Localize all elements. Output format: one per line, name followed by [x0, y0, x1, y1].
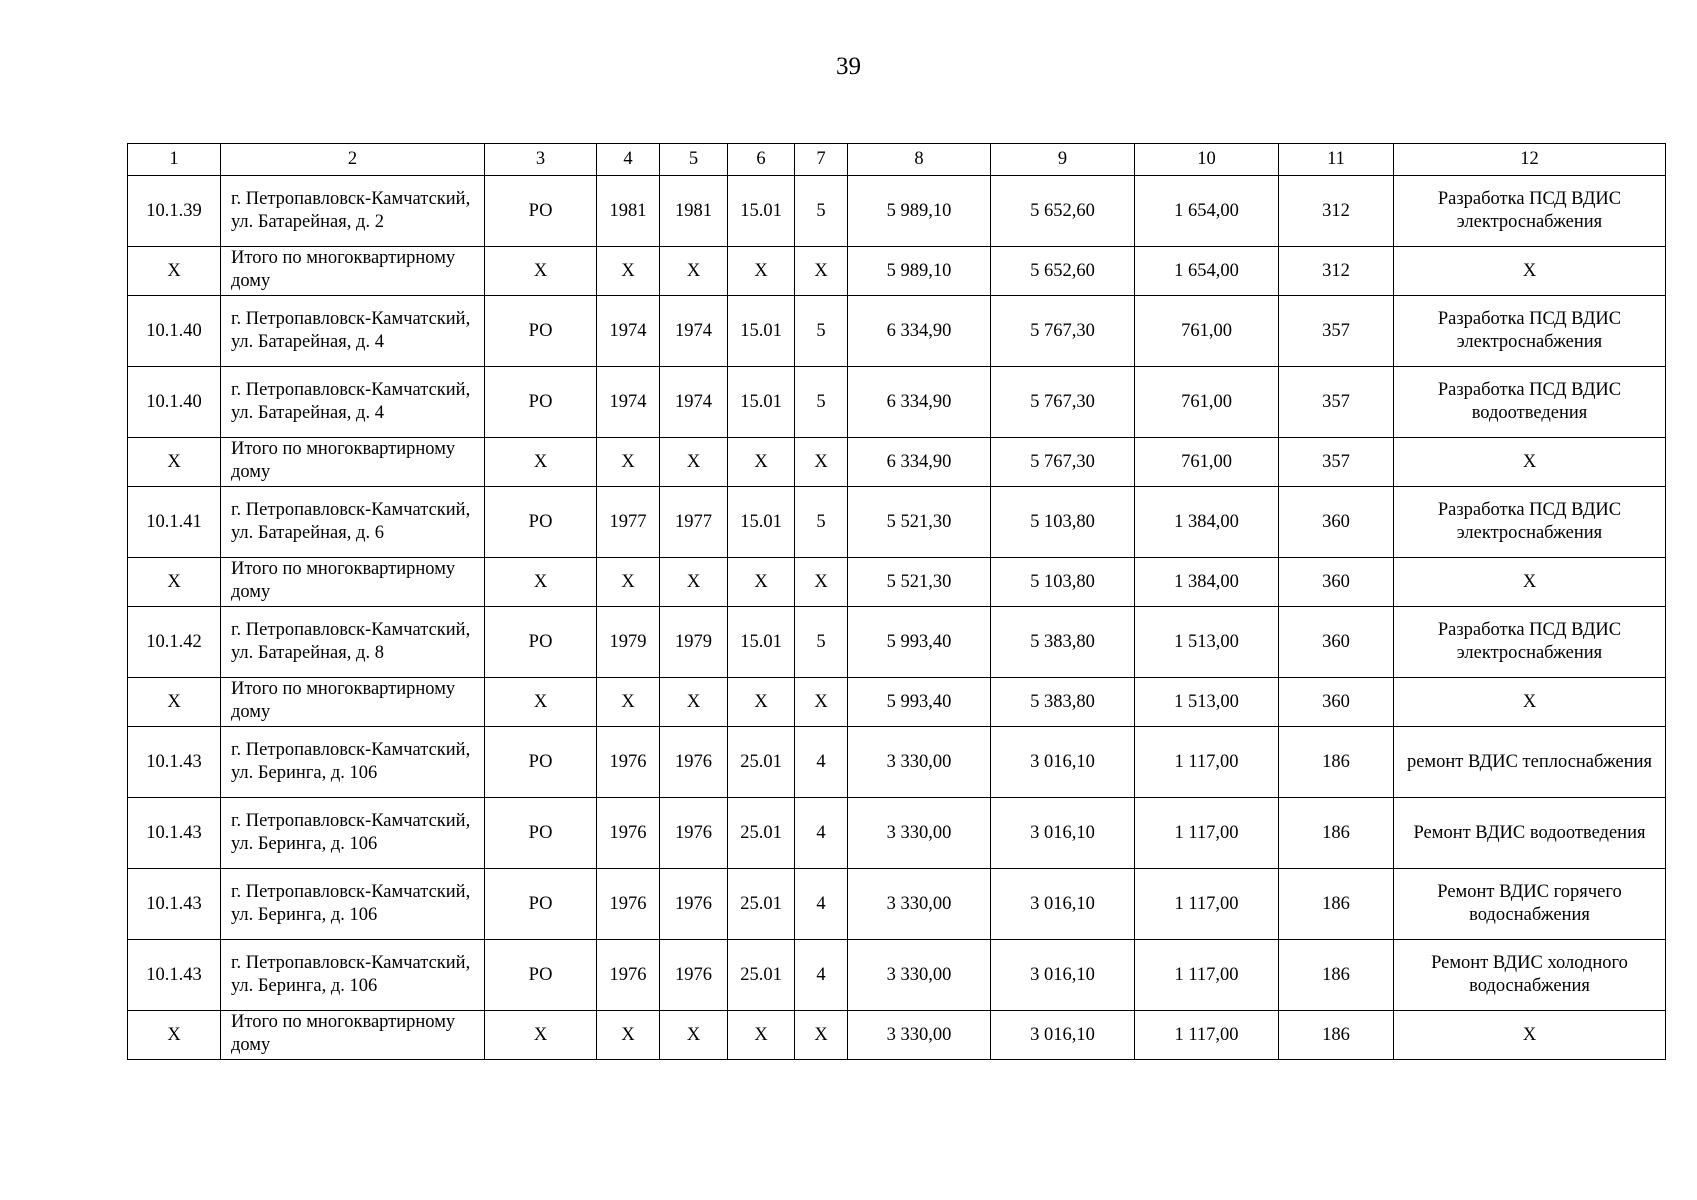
column-header: 10 [1135, 144, 1279, 176]
residential-area-cell: 5 767,30 [991, 367, 1135, 438]
nonresidential-area-cell: 1 384,00 [1135, 558, 1279, 607]
floors-cell: 5 [795, 607, 848, 678]
item-number-cell: X [128, 678, 221, 727]
year-commissioned-cell: X [660, 438, 728, 487]
nonresidential-area-cell: 1 384,00 [1135, 487, 1279, 558]
floors-cell: X [795, 438, 848, 487]
column-header: 5 [660, 144, 728, 176]
wall-material-cell: 15.01 [728, 296, 795, 367]
work-type-cell: Разработка ПСД ВДИС электроснабжения [1394, 296, 1666, 367]
residential-area-cell: 3 016,10 [991, 869, 1135, 940]
item-number-cell: 10.1.39 [128, 176, 221, 247]
floors-cell: 4 [795, 940, 848, 1011]
work-type-cell: Разработка ПСД ВДИС водоотведения [1394, 367, 1666, 438]
year-commissioned-cell: 1976 [660, 727, 728, 798]
ownership-cell: РО [485, 487, 597, 558]
wall-material-cell: 15.01 [728, 607, 795, 678]
year-commissioned-cell: 1981 [660, 176, 728, 247]
floors-cell: 5 [795, 296, 848, 367]
column-header: 4 [597, 144, 660, 176]
total-area-cell: 5 993,40 [848, 607, 991, 678]
address-cell: Итого по многоквартирному дому [221, 678, 485, 727]
table-row [128, 607, 1666, 678]
total-area-cell: 6 334,90 [848, 296, 991, 367]
work-type-cell: Ремонт ВДИС горячего водоснабжения [1394, 869, 1666, 940]
item-number-cell: 10.1.43 [128, 940, 221, 1011]
address-cell: г. Петропавловск-Камчатский, ул. Батарейная, д. 4 [221, 367, 485, 438]
floors-cell: 4 [795, 869, 848, 940]
total-area-cell: 3 330,00 [848, 940, 991, 1011]
table-row [128, 367, 1666, 438]
item-number-cell: 10.1.43 [128, 869, 221, 940]
floors-cell: X [795, 247, 848, 296]
address-cell: г. Петропавловск-Камчатский, ул. Беринга, д. 106 [221, 869, 485, 940]
floors-cell: X [795, 678, 848, 727]
nonresidential-area-cell: 761,00 [1135, 367, 1279, 438]
wall-material-cell: X [728, 678, 795, 727]
total-area-cell: 5 521,30 [848, 487, 991, 558]
page-number: 39 [836, 53, 861, 80]
work-type-cell: ремонт ВДИС теплоснабжения [1394, 727, 1666, 798]
item-number-cell: X [128, 1011, 221, 1060]
year-built-cell: 1981 [597, 176, 660, 247]
item-number-cell: 10.1.43 [128, 727, 221, 798]
residential-area-cell: 3 016,10 [991, 798, 1135, 869]
residential-area-cell: 3 016,10 [991, 1011, 1135, 1060]
year-commissioned-cell: X [660, 247, 728, 296]
year-built-cell: X [597, 1011, 660, 1060]
table-row [128, 727, 1666, 798]
year-commissioned-cell: X [660, 678, 728, 727]
wall-material-cell: 25.01 [728, 727, 795, 798]
item-number-cell: 10.1.40 [128, 367, 221, 438]
wall-material-cell: 15.01 [728, 176, 795, 247]
nonresidential-area-cell: 1 117,00 [1135, 940, 1279, 1011]
column-header: 7 [795, 144, 848, 176]
total-area-cell: 5 989,10 [848, 247, 991, 296]
wall-material-cell: X [728, 558, 795, 607]
residential-area-cell: 5 767,30 [991, 438, 1135, 487]
column-header: 6 [728, 144, 795, 176]
nonresidential-area-cell: 1 654,00 [1135, 176, 1279, 247]
work-type-cell: X [1394, 1011, 1666, 1060]
wall-material-cell: 25.01 [728, 940, 795, 1011]
year-built-cell: 1976 [597, 727, 660, 798]
year-commissioned-cell: X [660, 1011, 728, 1060]
table-row [128, 940, 1666, 1011]
work-type-cell: X [1394, 558, 1666, 607]
work-type-cell: Разработка ПСД ВДИС электроснабжения [1394, 607, 1666, 678]
total-row [128, 558, 1666, 607]
wall-material-cell: X [728, 1011, 795, 1060]
residents-cell: 357 [1279, 296, 1394, 367]
wall-material-cell: 25.01 [728, 869, 795, 940]
residential-area-cell: 5 652,60 [991, 247, 1135, 296]
ownership-cell: X [485, 438, 597, 487]
item-number-cell: X [128, 558, 221, 607]
year-commissioned-cell: 1974 [660, 296, 728, 367]
item-number-cell: 10.1.41 [128, 487, 221, 558]
floors-cell: X [795, 1011, 848, 1060]
address-cell: г. Петропавловск-Камчатский, ул. Батарейная, д. 6 [221, 487, 485, 558]
year-commissioned-cell: 1974 [660, 367, 728, 438]
year-built-cell: X [597, 678, 660, 727]
year-commissioned-cell: 1976 [660, 940, 728, 1011]
year-commissioned-cell: 1979 [660, 607, 728, 678]
total-row [128, 438, 1666, 487]
total-area-cell: 6 334,90 [848, 438, 991, 487]
year-commissioned-cell: 1976 [660, 798, 728, 869]
year-built-cell: 1976 [597, 798, 660, 869]
item-number-cell: 10.1.43 [128, 798, 221, 869]
column-header: 8 [848, 144, 991, 176]
year-built-cell: 1974 [597, 296, 660, 367]
nonresidential-area-cell: 1 654,00 [1135, 247, 1279, 296]
data-table [127, 143, 1666, 1060]
residential-area-cell: 5 652,60 [991, 176, 1135, 247]
floors-cell: 5 [795, 176, 848, 247]
column-header: 9 [991, 144, 1135, 176]
floors-cell: 4 [795, 727, 848, 798]
residents-cell: 186 [1279, 798, 1394, 869]
total-row [128, 1011, 1666, 1060]
table-row [128, 487, 1666, 558]
column-header: 11 [1279, 144, 1394, 176]
address-cell: Итого по многоквартирному дому [221, 438, 485, 487]
item-number-cell: X [128, 438, 221, 487]
year-commissioned-cell: 1976 [660, 869, 728, 940]
residential-area-cell: 3 016,10 [991, 727, 1135, 798]
ownership-cell: РО [485, 727, 597, 798]
table-row [128, 798, 1666, 869]
residents-cell: 360 [1279, 607, 1394, 678]
table-row [128, 296, 1666, 367]
residents-cell: 186 [1279, 1011, 1394, 1060]
year-built-cell: 1976 [597, 940, 660, 1011]
ownership-cell: X [485, 678, 597, 727]
residential-area-cell: 5 383,80 [991, 607, 1135, 678]
total-area-cell: 5 521,30 [848, 558, 991, 607]
residents-cell: 186 [1279, 727, 1394, 798]
wall-material-cell: 15.01 [728, 367, 795, 438]
total-area-cell: 3 330,00 [848, 1011, 991, 1060]
year-commissioned-cell: X [660, 558, 728, 607]
total-row [128, 678, 1666, 727]
floors-cell: 5 [795, 367, 848, 438]
ownership-cell: РО [485, 607, 597, 678]
header-row [128, 144, 1666, 176]
year-built-cell: 1974 [597, 367, 660, 438]
residents-cell: 360 [1279, 678, 1394, 727]
address-cell: Итого по многоквартирному дому [221, 558, 485, 607]
column-header: 12 [1394, 144, 1666, 176]
year-built-cell: X [597, 247, 660, 296]
residents-cell: 360 [1279, 487, 1394, 558]
floors-cell: 5 [795, 487, 848, 558]
work-type-cell: Разработка ПСД ВДИС электроснабжения [1394, 487, 1666, 558]
column-header: 1 [128, 144, 221, 176]
total-area-cell: 3 330,00 [848, 798, 991, 869]
work-type-cell: Ремонт ВДИС холодного водоснабжения [1394, 940, 1666, 1011]
table-row [128, 176, 1666, 247]
ownership-cell: РО [485, 798, 597, 869]
nonresidential-area-cell: 1 117,00 [1135, 798, 1279, 869]
residents-cell: 186 [1279, 940, 1394, 1011]
work-type-cell: X [1394, 247, 1666, 296]
year-built-cell: X [597, 558, 660, 607]
ownership-cell: РО [485, 869, 597, 940]
wall-material-cell: X [728, 247, 795, 296]
total-area-cell: 6 334,90 [848, 367, 991, 438]
residents-cell: 312 [1279, 176, 1394, 247]
residents-cell: 312 [1279, 247, 1394, 296]
year-built-cell: 1979 [597, 607, 660, 678]
wall-material-cell: X [728, 438, 795, 487]
wall-material-cell: 25.01 [728, 798, 795, 869]
residential-area-cell: 5 103,80 [991, 487, 1135, 558]
work-type-cell: X [1394, 678, 1666, 727]
ownership-cell: РО [485, 296, 597, 367]
nonresidential-area-cell: 1 117,00 [1135, 869, 1279, 940]
address-cell: Итого по многоквартирному дому [221, 247, 485, 296]
address-cell: г. Петропавловск-Камчатский, ул. Беринга, д. 106 [221, 727, 485, 798]
total-area-cell: 3 330,00 [848, 727, 991, 798]
nonresidential-area-cell: 1 513,00 [1135, 678, 1279, 727]
floors-cell: 4 [795, 798, 848, 869]
address-cell: г. Петропавловск-Камчатский, ул. Батарейная, д. 4 [221, 296, 485, 367]
total-row [128, 247, 1666, 296]
table-row [128, 869, 1666, 940]
total-area-cell: 5 993,40 [848, 678, 991, 727]
residential-area-cell: 3 016,10 [991, 940, 1135, 1011]
residents-cell: 360 [1279, 558, 1394, 607]
floors-cell: X [795, 558, 848, 607]
column-header: 3 [485, 144, 597, 176]
work-type-cell: Разработка ПСД ВДИС электроснабжения [1394, 176, 1666, 247]
wall-material-cell: 15.01 [728, 487, 795, 558]
nonresidential-area-cell: 761,00 [1135, 296, 1279, 367]
column-header: 2 [221, 144, 485, 176]
residential-area-cell: 5 103,80 [991, 558, 1135, 607]
ownership-cell: РО [485, 176, 597, 247]
ownership-cell: X [485, 1011, 597, 1060]
total-area-cell: 5 989,10 [848, 176, 991, 247]
item-number-cell: 10.1.42 [128, 607, 221, 678]
address-cell: г. Петропавловск-Камчатский, ул. Беринга, д. 106 [221, 940, 485, 1011]
ownership-cell: РО [485, 940, 597, 1011]
address-cell: г. Петропавловск-Камчатский, ул. Беринга, д. 106 [221, 798, 485, 869]
residents-cell: 186 [1279, 869, 1394, 940]
address-cell: г. Петропавловск-Камчатский, ул. Батарейная, д. 8 [221, 607, 485, 678]
residential-area-cell: 5 383,80 [991, 678, 1135, 727]
year-built-cell: 1976 [597, 869, 660, 940]
item-number-cell: X [128, 247, 221, 296]
year-built-cell: X [597, 438, 660, 487]
ownership-cell: X [485, 558, 597, 607]
nonresidential-area-cell: 1 513,00 [1135, 607, 1279, 678]
table-body [128, 176, 1666, 1060]
nonresidential-area-cell: 761,00 [1135, 438, 1279, 487]
work-type-cell: X [1394, 438, 1666, 487]
nonresidential-area-cell: 1 117,00 [1135, 727, 1279, 798]
nonresidential-area-cell: 1 117,00 [1135, 1011, 1279, 1060]
work-type-cell: Ремонт ВДИС водоотведения [1394, 798, 1666, 869]
address-cell: г. Петропавловск-Камчатский, ул. Батарейная, д. 2 [221, 176, 485, 247]
item-number-cell: 10.1.40 [128, 296, 221, 367]
year-commissioned-cell: 1977 [660, 487, 728, 558]
total-area-cell: 3 330,00 [848, 869, 991, 940]
ownership-cell: РО [485, 367, 597, 438]
ownership-cell: X [485, 247, 597, 296]
address-cell: Итого по многоквартирному дому [221, 1011, 485, 1060]
residents-cell: 357 [1279, 367, 1394, 438]
year-built-cell: 1977 [597, 487, 660, 558]
residents-cell: 357 [1279, 438, 1394, 487]
residential-area-cell: 5 767,30 [991, 296, 1135, 367]
